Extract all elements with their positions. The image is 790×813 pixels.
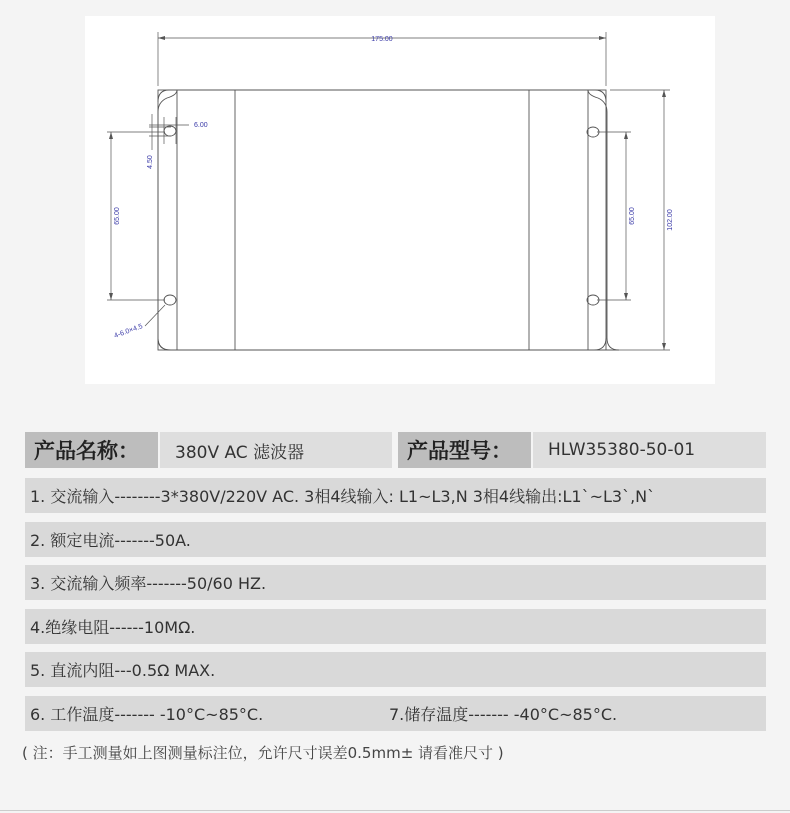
spec-row-3 [25, 565, 766, 600]
spec-storage-temperature: 7.储存温度------- -40°C~85°C. [389, 705, 618, 724]
spec-row-2 [25, 522, 766, 557]
dimension-drawing [85, 16, 715, 384]
bottom-divider [0, 810, 790, 811]
technical-drawing [85, 16, 715, 384]
spec-row-4 [25, 609, 766, 644]
body-frame [158, 90, 606, 350]
spec-insulation-resistance: 4.绝缘电阻------10MΩ. [30, 618, 196, 637]
measurement-note: ( 注：手工测量如上图测量标注位，允许尺寸误差0.5mm± 请看准尺寸 ) [22, 744, 504, 762]
spec-ac-input: 1. 交流输入--------3*380V/220V AC. 3相4线输入: L1~L3,N 3相4线输出:L1`~L3`,N` [30, 487, 656, 506]
spec-ac-frequency: 3. 交流输入频率-------50/60 HZ. [30, 574, 267, 593]
spec-row-1 [25, 478, 766, 513]
dim-hole-offset-label: 4.50 [147, 155, 154, 169]
product-title-row [25, 432, 766, 468]
dim-width-label: 175.00 [371, 36, 393, 43]
dim-height-label: 102.00 [667, 209, 674, 231]
product-model-label: 产品型号： [398, 432, 531, 468]
spec-row-6 [25, 696, 766, 731]
dim-hole-spacing-right-label: 65.00 [629, 207, 636, 225]
dim-holes-label: 4-6.0×4.5 [113, 323, 144, 340]
dim-hole-width-label: 6.00 [194, 122, 208, 129]
spec-operating-temperature: 6. 工作温度------- -10°C~85°C. [30, 705, 264, 724]
product-name-label: 产品名称： [25, 432, 158, 468]
product-name-value: 380V AC 滤波器 [160, 432, 392, 468]
spec-row-5 [25, 652, 766, 687]
product-model-value: HLW35380-50-01 [533, 432, 766, 468]
body-outline [158, 90, 619, 350]
dim-hole-spacing-left-label: 65.00 [114, 207, 121, 225]
spec-rated-current: 2. 额定电流-------50A. [30, 531, 191, 550]
spec-dc-resistance: 5. 直流内阻---0.5Ω MAX. [30, 661, 216, 680]
mounting-holes [164, 126, 599, 305]
